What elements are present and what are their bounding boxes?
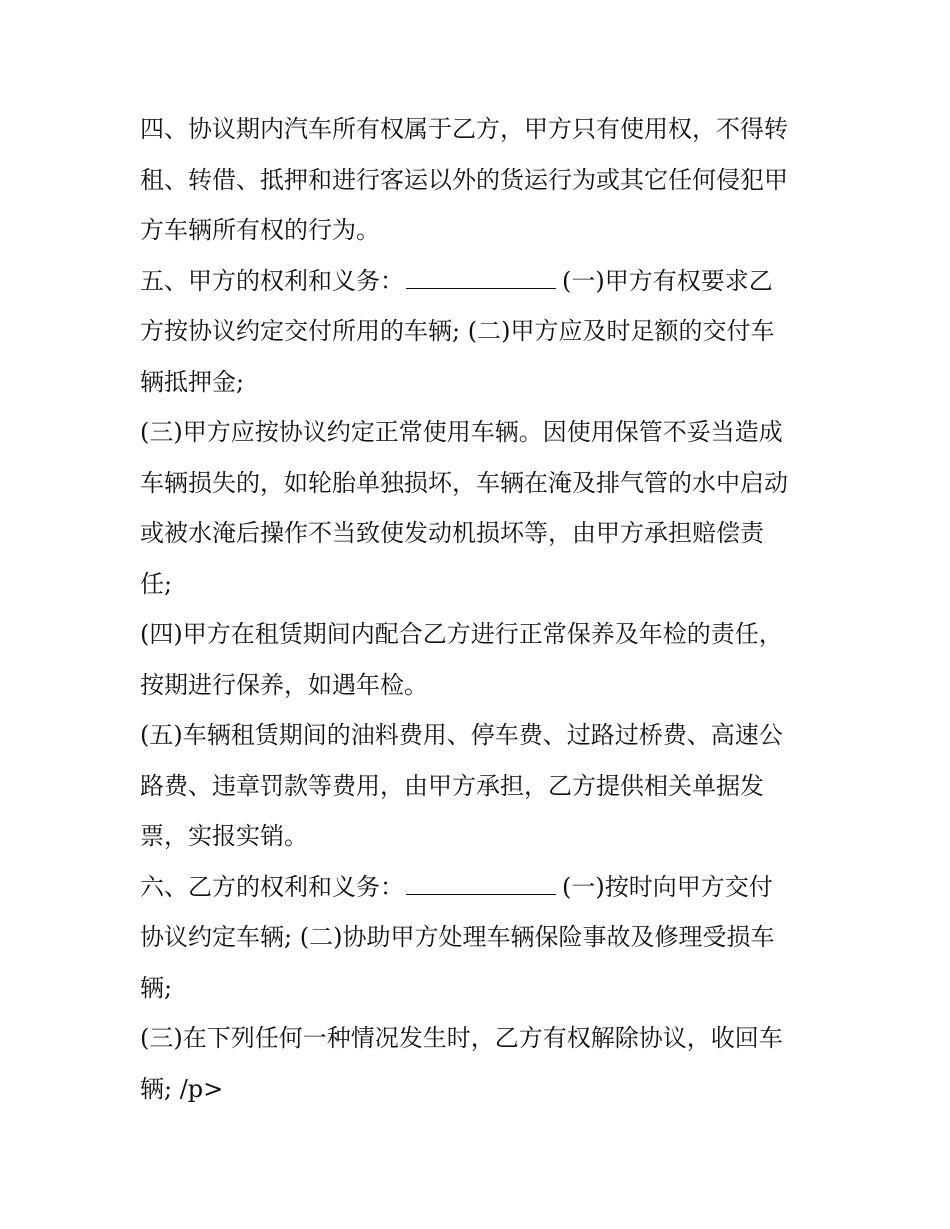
text-fragment: (一)按时向甲方交付	[562, 872, 773, 901]
text-line: (四)甲方在租赁期间内配合乙方进行正常保养及年检的责任，	[140, 620, 783, 648]
text-line: 车辆损失的，如轮胎单独损坏，车辆在淹及排气管的水中启动	[140, 468, 788, 497]
text-line: 票，实报实销。	[140, 822, 308, 850]
text-line-with-blank	[140, 862, 820, 913]
text-line: 租、转借、抵押和进行客运以外的货运行为或其它任何侵犯甲	[140, 165, 788, 194]
clause-5-item-3	[140, 407, 820, 609]
clause-6-heading: 六、乙方的权利和义务：	[140, 872, 404, 901]
text-line: 四、协议期内汽车所有权属于乙方，甲方只有使用权，不得转	[140, 115, 788, 143]
text-line: 方车辆所有权的行为。	[140, 216, 380, 244]
text-line: (五)车辆租赁期间的油料费用、停车费、过路过桥费、高速公	[140, 721, 783, 749]
text-line: (三)甲方应按协议约定正常使用车辆。因使用保管不妥当造成	[140, 418, 783, 446]
text-line: (三)在下列任何一种情况发生时，乙方有权解除协议，收回车	[140, 1024, 783, 1052]
clause-6-item-3	[140, 1013, 820, 1114]
clause-5-heading: 五、甲方的权利和义务：	[140, 266, 404, 295]
text-line: 辆; /p>	[140, 1074, 224, 1103]
clause-6	[140, 862, 820, 1014]
clause-4	[140, 104, 820, 256]
clause-5-item-5	[140, 710, 820, 862]
fill-in-blank	[406, 872, 556, 895]
text-line: 路费、违章罚款等费用，由甲方承担，乙方提供相关单据发	[140, 771, 764, 800]
clause-5-item-4	[140, 609, 820, 710]
clause-5	[140, 256, 820, 408]
text-line: 按期进行保养，如遇年检。	[140, 670, 428, 699]
text-line: 方按协议约定交付所用的车辆; (二)甲方应及时足额的交付车	[140, 317, 775, 345]
text-line-with-blank	[140, 256, 820, 307]
fill-in-blank	[406, 266, 556, 289]
text-fragment: (一)甲方有权要求乙	[562, 266, 773, 295]
text-line: 辆;	[140, 973, 173, 1002]
text-line: 辆抵押金;	[140, 367, 245, 396]
text-line: 或被水淹后操作不当致使发动机损坏等，由甲方承担赔偿责	[140, 519, 764, 547]
text-line: 任;	[140, 569, 173, 598]
text-line: 协议约定车辆; (二)协助甲方处理车辆保险事故及修理受损车	[140, 923, 775, 951]
document-body	[140, 104, 820, 1114]
